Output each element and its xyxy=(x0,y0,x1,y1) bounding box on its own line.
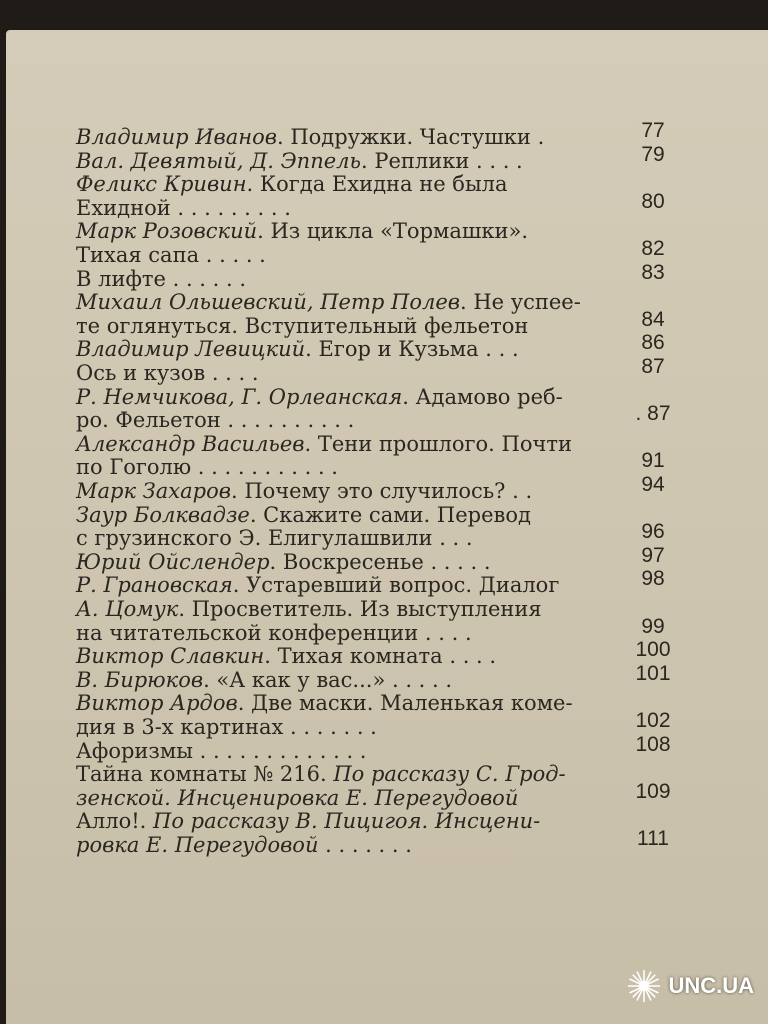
toc-page-number: 87 xyxy=(641,355,665,378)
toc-title-text: Ехидной . . . . . . . . . xyxy=(76,195,291,220)
toc-author-text: А. Цомук xyxy=(76,597,179,621)
toc-author-text: Виктор Ардов xyxy=(76,691,238,716)
toc-author-text: Владимир Левицкий xyxy=(76,337,306,362)
toc-title-text: . Почему это случилось? . . xyxy=(230,479,533,503)
toc-page-number: 97 xyxy=(641,543,665,567)
toc-title-text: . Не успее- xyxy=(459,290,581,315)
toc-author-text: Марк Розовский xyxy=(76,219,258,244)
toc-author-text: Виктор Славкин xyxy=(76,644,265,669)
toc-page-number: 96 xyxy=(641,520,665,544)
toc-title-text: . Подружки. Частушки . xyxy=(276,125,545,149)
table-of-contents xyxy=(6,30,768,1024)
toc-author-text: Феликс Кривин xyxy=(76,172,247,197)
toc-title-text: . Адамово реб- xyxy=(402,384,563,409)
toc-author-text: По рассказу С. Грод- xyxy=(333,762,566,787)
watermark xyxy=(626,966,754,1006)
toc-page-number: 100 xyxy=(635,638,671,662)
toc-author-text: Александр Васильев xyxy=(76,431,305,456)
toc-title-text: с грузинского Э. Елигулашвили . . . xyxy=(76,526,473,551)
toc-title-text: Алло!. xyxy=(76,809,154,834)
toc-author-text: Заур Болквадзе xyxy=(76,502,250,527)
toc-page-number: 83 xyxy=(641,260,665,284)
watermark-text: UNC.UA xyxy=(668,973,754,998)
toc-title-text: . Егор и Кузьма . . . xyxy=(305,337,519,362)
toc-author-text: Михаил Ольшевский, Петр Полев xyxy=(76,290,460,315)
toc-author-text: Вал. Девятый, Д. Эппель xyxy=(76,148,361,173)
toc-author-text: По рассказу В. Пицигоя. Инсцени- xyxy=(153,809,541,834)
toc-title-text: В лифте . . . . . . xyxy=(76,266,247,291)
toc-title-text: . Когда Ехидна не была xyxy=(246,172,508,197)
toc-page-number: 99 xyxy=(641,614,665,638)
toc-page-number: 91 xyxy=(641,449,665,473)
toc-author-text: В. Бирюков xyxy=(76,667,204,692)
toc-author-text: ровка Е. Перегудовой xyxy=(76,833,319,857)
toc-title-text: . «А как у вас...» . . . . . xyxy=(203,667,453,692)
toc-page-number: 94 xyxy=(641,473,665,496)
toc-title-text: ро. Фельетон . . . . . . . . . . xyxy=(76,408,355,433)
book-page xyxy=(6,30,768,1024)
toc-title-text: дия в 3-х картинах . . . . . . . xyxy=(76,715,377,739)
toc-page-number: 82 xyxy=(641,237,665,260)
toc-page-number: 102 xyxy=(635,709,671,732)
toc-page-number: 109 xyxy=(635,779,671,803)
toc-title-text: . Тихая комната . . . . xyxy=(264,644,497,669)
toc-title-text: . Тени прошлого. Почти xyxy=(304,431,572,456)
toc-title-text: . Скажите сами. Перевод xyxy=(249,502,531,527)
toc-title-text: . . . . . . . xyxy=(318,833,412,857)
toc-title-text: . Воскресенье . . . . . xyxy=(269,549,491,574)
toc-author-text: Юрий Ойслендер xyxy=(76,549,270,574)
toc-author-text: Р. Немчикова, Г. Орлеанская xyxy=(76,384,403,409)
toc-title-text: Ось и кузов . . . . xyxy=(76,361,259,385)
toc-line xyxy=(76,830,696,860)
toc-page-number: 84 xyxy=(641,307,665,331)
toc-page-number: . 87 xyxy=(635,402,671,426)
toc-title-text: . Просветитель. Из выступления xyxy=(178,597,542,621)
toc-title-text: те оглянуться. Вступительный фельетон xyxy=(76,313,529,338)
toc-page-number: 108 xyxy=(635,732,671,756)
toc-title-text: Тихая сапа . . . . . xyxy=(76,243,266,267)
toc-page-number: 77 xyxy=(641,119,665,142)
toc-page-number: 98 xyxy=(641,567,665,591)
toc-page-number: 79 xyxy=(641,142,665,166)
toc-title-text: по Гоголю . . . . . . . . . . . xyxy=(76,455,338,480)
toc-author-text: Р. Грановская xyxy=(76,573,233,598)
toc-page-number: 101 xyxy=(635,661,671,685)
toc-title-text: на читательской конференции . . . . xyxy=(76,620,472,645)
toc-page-number: 86 xyxy=(641,331,665,355)
toc-author-text: Владимир Иванов xyxy=(76,125,277,149)
toc-author-text: Марк Захаров xyxy=(76,479,231,503)
toc-title-text: Афоризмы . . . . . . . . . . . . . xyxy=(76,738,367,763)
toc-title-text: . Две маски. Маленькая коме- xyxy=(237,691,573,716)
toc-page-number: 80 xyxy=(641,189,665,213)
toc-page-number: 111 xyxy=(637,827,669,850)
toc-title-text: . Из цикла «Тормашки». xyxy=(257,219,529,244)
toc-title-text: . Реплики . . . . xyxy=(360,148,523,173)
sun-star-icon xyxy=(626,968,662,1004)
toc-title-text: Тайна комнаты № 216. xyxy=(76,762,334,787)
toc-title-text: . Устаревший вопрос. Диалог xyxy=(232,573,560,598)
toc-author-text: зенской. Инсценировка Е. Перегудовой xyxy=(76,785,519,810)
